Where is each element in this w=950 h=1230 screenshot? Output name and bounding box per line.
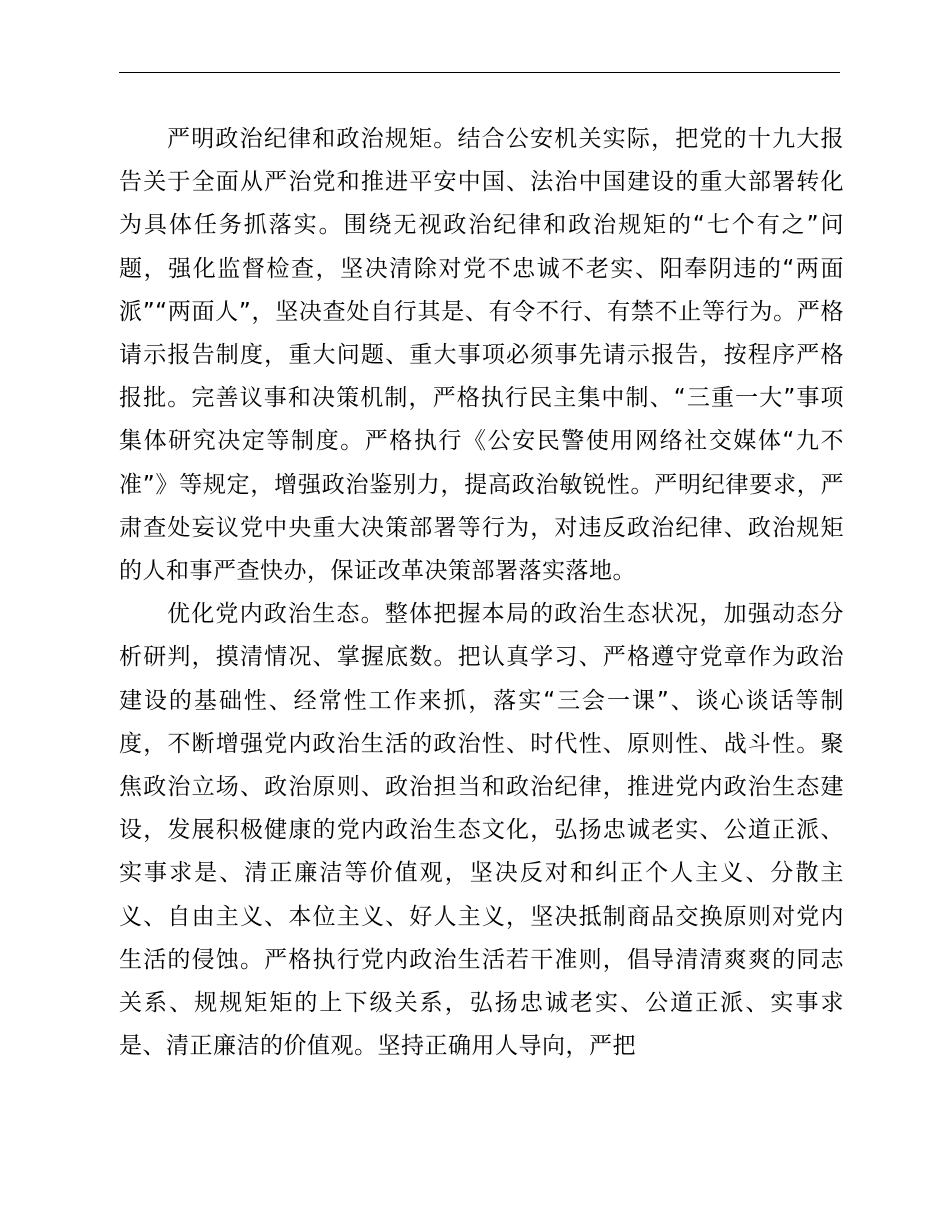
paragraph-political-discipline: 严明政治纪律和政治规矩。结合公安机关实际，把党的十九大报告关于全面从严治党和推进平安中国、法治中国建设的重大部署转化为具体任务抓落实。围绕无视政治纪律和政治规矩的“七个有之”问题，强化监督检查，坚决清除对党不忠诚不老实、阳奉阴违的“两面派”“两面人”，坚决查处自行其是、有令不行、有禁不止等行为。严格请示报告制度，重大问题、重大事项必须事先请示报告，按程序严格报批。完善议事和决策机制，严格执行民主集中制、“三重一大”事项集体研究决定等制度。严格执行《公安民警使用网络社交媒体“九不准”》等规定，增强政治鉴别力，提高政治敏锐性。严明纪律要求，严肃查处妄议党中央重大决策部署等行为，对违反政治纪律、政治规矩的人和事严查快办，保证改革决策部署落实落地。	[119, 126, 844, 585]
document-body	[119, 118, 844, 1068]
header-rule	[119, 72, 840, 73]
paragraph-political-ecology: 优化党内政治生态。整体把握本局的政治生态状况，加强动态分析研判，摸清情况、掌握底数。把认真学习、严格遵守党章作为政治建设的基础性、经常性工作来抓，落实“三会一课”、谈心谈话等制度，不断增强党内政治生活的政治性、时代性、原则性、战斗性。聚焦政治立场、政治原则、政治担当和政治纪律，推进党内政治生态建设，发展积极健康的党内政治生态文化，弘扬忠诚老实、公道正派、实事求是、清正廉洁等价值观，坚决反对和纠正个人主义、分散主义、自由主义、本位主义、好人主义，坚决抵制商品交换原则对党内生活的侵蚀。严格执行党内政治生活若干准则，倡导清清爽爽的同志关系、规规矩矩的上下级关系，弘扬忠诚老实、公道正派、实事求是、清正廉洁的价值观。坚持正确用人导向，严把	[119, 601, 844, 1060]
